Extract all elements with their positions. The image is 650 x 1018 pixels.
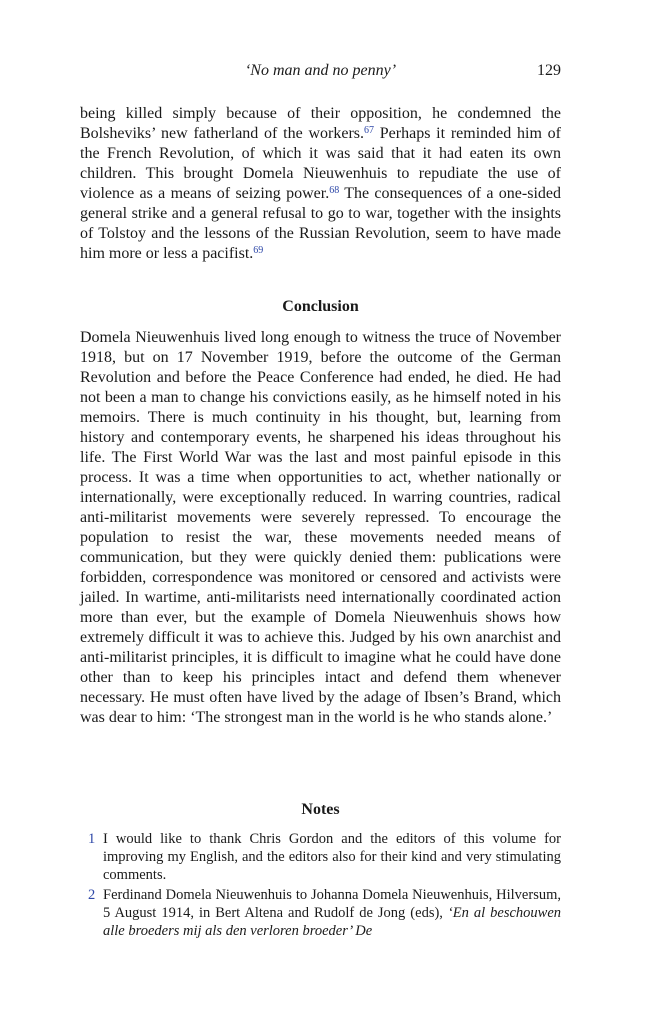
conclusion-paragraph: Domela Nieuwenhuis lived long enough to witness the truce of November 1918, but on 17 November 1919, before the outcome of the German Revolution and before the Peace Conference had ended, he died. He had not been a man to change his convictions easily, as he himself noted in his memoirs. There is much continuity in his thought, but, learning from history and contemporary events, he sharpened his ideas throughout his life. The First World War was the last and most painful episode in this process. It was a time when opportunities to act, whether nationally or internationally, were exceptionally reduced. In warring countries, radical anti-militarist movements were severely repressed. To encourage the population to resist the war, these movements needed means of communication, but they were quickly denied them: publications were forbidden, correspondence was monitored or censored and activists were jailed. In wartime, anti-militarists need internationally coordinated action more than ever, but the example of Domela Nieuwenhuis shows how extremely difficult it was to achieve this. Judged by his own anarchist and anti-militarist principles, it is difficult to imagine what he could have done other than to keep his principles intact and defend them whenever necessary. He must often have lived by the adage of Ibsen’s Brand, which was dear to him: ‘The strongest man in the world is he who stands alone.’	[80, 329, 561, 726]
paragraph-text: The consequences of a one-sided general strike and a general refusal to go to war, together with the insights of Tolstoy and the lessons of the Russian Revolution, seem to have made him more or less a pacifist.	[80, 185, 562, 262]
note-number[interactable]: 1	[88, 831, 96, 847]
footnote-ref[interactable]: 67	[364, 125, 374, 136]
note-text: Ferdinand Domela Nieuwenhuis to Johanna Domela Nieuwenhuis, Hilversum, 5 August 1914, in Bert Altena and Rudolf de Jong (eds),	[103, 887, 561, 921]
note-item	[80, 886, 561, 940]
paragraph-text: being killed simply because of their opposition, he condemned the Bolsheviks’ new fatherland of the workers.	[80, 105, 561, 142]
page-number: 129	[537, 62, 561, 79]
note-number[interactable]: 2	[88, 887, 96, 903]
note-text: I would like to thank Chris Gordon and the editors of this volume for improving my English, and the editors also for their kind and very stimulating comments.	[103, 831, 561, 883]
paragraph-text: Perhaps it reminded him of the French Revolution, of which it was said that it had eaten its own children. This brought Domela Nieuwenhuis to repudiate the use of violence as a means of seizing power.	[80, 125, 562, 202]
note-title-italic: ‘En al beschouwen alle broeders mij als den verloren broeder’ De	[103, 905, 561, 939]
body-paragraph	[80, 104, 561, 264]
footnote-ref[interactable]: 68	[329, 185, 340, 196]
footnote-ref[interactable]: 69	[253, 245, 264, 256]
section-heading-conclusion: Conclusion	[282, 298, 359, 315]
note-body	[103, 886, 561, 940]
running-head	[80, 62, 561, 84]
running-title: ‘No man and no penny’	[244, 62, 397, 79]
section-heading-notes: Notes	[301, 801, 340, 818]
note-item	[80, 830, 561, 884]
